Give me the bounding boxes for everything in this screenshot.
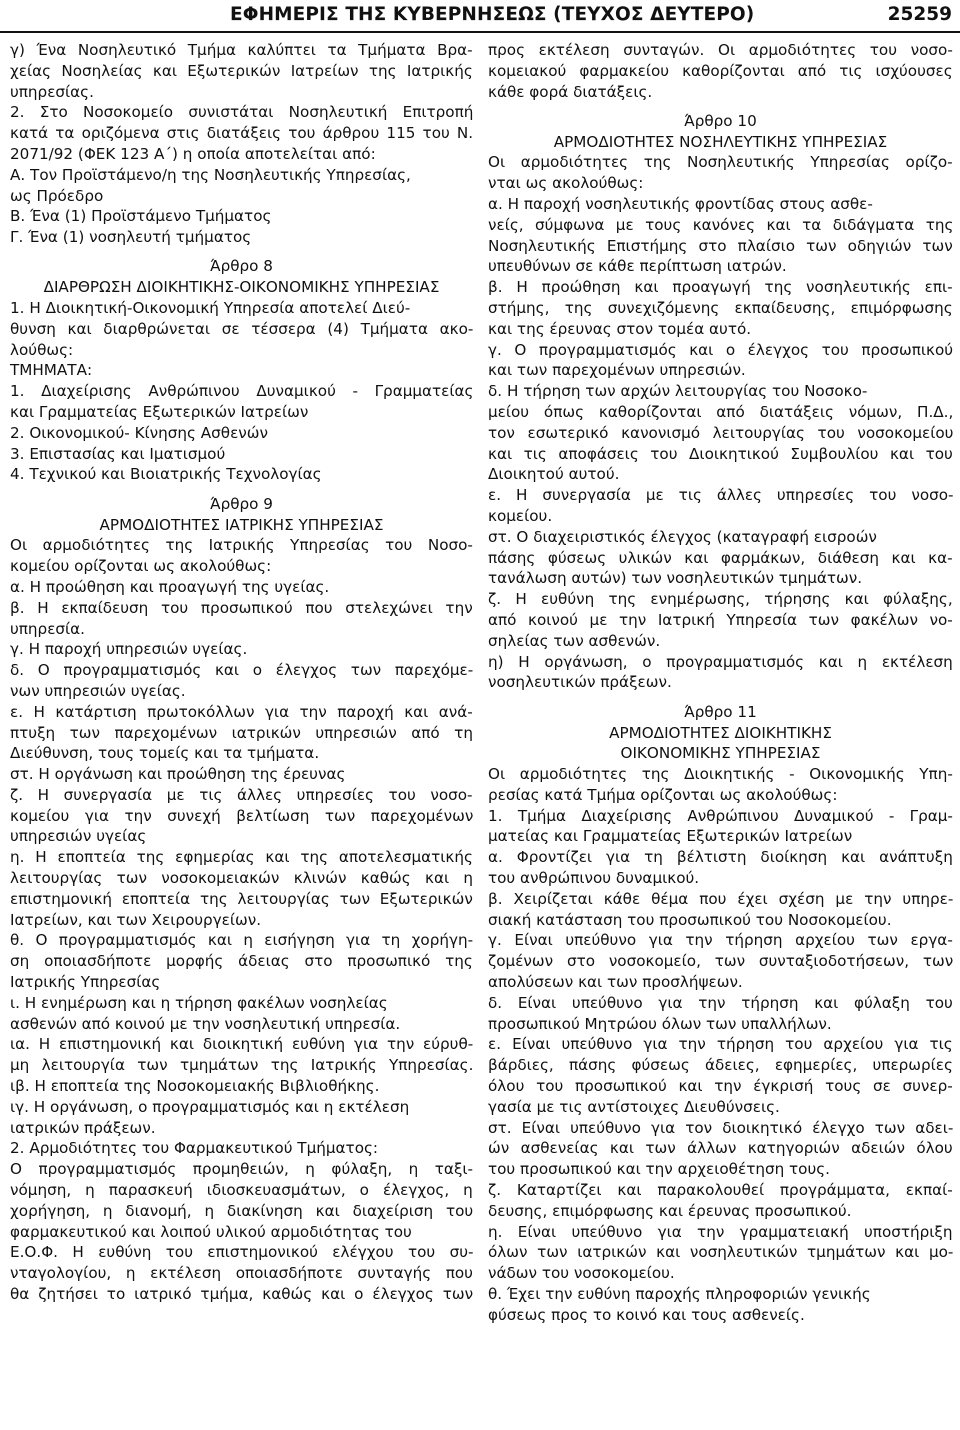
text-line: κάθε φορά διατάξεις. bbox=[488, 82, 653, 101]
text-line: ζ. Η ευθύνη της ενημέρωσης, τήρησης και φύλαξης, bbox=[488, 590, 953, 609]
text-line: υπηρεσίας. bbox=[10, 82, 94, 101]
text-line: νων υπηρεσιών υγείας. bbox=[10, 681, 186, 700]
left-column bbox=[10, 40, 473, 1305]
text-line: Διεύθυνση, τους τομείς και τα τμήματα. bbox=[10, 744, 320, 763]
article-heading: ΑΡΜΟΔΙΟΤΗΤΕΣ ΔΙΟΙΚΗΤΙΚΗΣ bbox=[609, 723, 832, 742]
text-line: ρεσίας κατά Τμήμα ορίζονται ως ακολούθως: bbox=[488, 785, 838, 804]
text-line: στήμης, της συνεχιζόμενης εκπαίδευσης, επιμόρφωσης bbox=[488, 299, 953, 318]
text-line: στ. Ο διαχειριστικός έλεγχος (καταγραφή εισροών bbox=[488, 527, 877, 546]
text-line: κομειακού φαρμακείου καθορίζονται από τις ισχύουσες bbox=[488, 61, 953, 80]
text-line: υπευθύνων σε κάθε περίπτωση ιατρών. bbox=[488, 257, 787, 276]
text-line: και των παρεχομένων υπηρεσιών. bbox=[488, 361, 746, 380]
article-heading: ΑΡΜΟΔΙΟΤΗΤΕΣ ΙΑΤΡΙΚΗΣ ΥΠΗΡΕΣΙΑΣ bbox=[99, 515, 384, 534]
text-line: β. Χειρίζεται κάθε θέμα που έχει σχέση με την υπηρε- bbox=[488, 889, 954, 908]
text-line: Ε.Ο.Φ. Η ευθύνη του επιστημονικού ελέγχου του συ- bbox=[10, 1243, 474, 1262]
text-line: 1. Η Διοικητική-Οικονομική Υπηρεσία αποτελεί Διεύ- bbox=[10, 299, 411, 318]
text-line: ασθενών από κοινού με την νοσηλευτική υπηρεσία. bbox=[10, 1014, 401, 1033]
text-line: ε. Είναι υπεύθυνο για την τήρηση του αρχείου για τις bbox=[488, 1035, 953, 1054]
text-line: υπηρεσία. bbox=[10, 619, 86, 638]
text-line: νται ως ακολούθως: bbox=[488, 174, 644, 193]
spacer bbox=[488, 693, 953, 702]
text-line: μη λειτουργία των τμημάτων της Ιατρικής Υπηρεσίας. bbox=[10, 1056, 474, 1075]
text-line: τανάλωση αυτών) των νοσηλευτικών τμημάτων. bbox=[488, 569, 863, 588]
text-line: η. Είναι υπεύθυνο για την γραμματειακή υποστήριξη bbox=[488, 1222, 953, 1241]
text-line: όλου του προσωπικού και την έγκρισή τους σε συνερ- bbox=[488, 1077, 953, 1096]
text-line: από κοινού με την Ιατρική Υπηρεσία των φακέλων νο- bbox=[488, 611, 953, 630]
text-line: του προσωπικού και την αρχειοθέτηση τους. bbox=[488, 1160, 831, 1179]
text-line: α. Η προώθηση και προαγωγή της υγείας. bbox=[10, 577, 330, 596]
text-line: ΤΜΗΜΑΤΑ: bbox=[10, 361, 93, 380]
article-heading: ΔΙΑΡΘΡΩΣΗ ΔΙΟΙΚΗΤΙΚΗΣ-ΟΙΚΟΝΟΜΙΚΗΣ ΥΠΗΡΕΣΙΑΣ bbox=[43, 278, 440, 297]
text-line: η) Η οργάνωση, ο προγραμματισμός και η εκτέλεση bbox=[488, 652, 953, 671]
article-heading: Άρθρο 9 bbox=[210, 494, 273, 513]
text-line: ια. Η επιστημονική και διοικητική ευθύνη για την εύρυθ- bbox=[10, 1035, 474, 1054]
text-line: η. Η εποπτεία της εφημερίας και της αποτελεσματικής bbox=[10, 848, 473, 867]
text-line: πάσης φύσεως υλικών και φαρμάκων, διάθεση και κα- bbox=[488, 548, 953, 567]
text-line: βάρδιες, πάσης φύσεως άδειες, εφημερίες, υπερωρίες bbox=[488, 1056, 953, 1075]
text-line: λούθως: bbox=[10, 340, 74, 359]
text-line: γ. Ο προγραμματισμός και ο έλεγχος του προσωπικού bbox=[488, 340, 954, 359]
text-line: προσωπικού Μητρώου όλων των υπαλλήλων. bbox=[488, 1014, 832, 1033]
text-line: ε. Η κατάρτιση πρωτοκόλλων για την παροχή και ανά- bbox=[10, 702, 473, 721]
text-line: Β. Ένα (1) Προϊστάμενο Τμήματος bbox=[10, 207, 272, 226]
text-line: θ. Έχει την ευθύνη παροχής πληροφοριών γενικής bbox=[488, 1285, 871, 1304]
text-line: β. Η προώθηση και προαγωγή της νοσηλευτικής επι- bbox=[488, 278, 953, 297]
text-line: Ιατρικής Υπηρεσίας bbox=[10, 973, 161, 992]
text-line: κομείου ορίζονται ως ακολούθως: bbox=[10, 557, 272, 576]
article-heading: Άρθρο 10 bbox=[684, 111, 757, 130]
text-line: ιγ. Η οργάνωση, ο προγραμματισμός και η εκτέλεση bbox=[10, 1097, 410, 1116]
text-line: πτυξη των παρεχομένων ιατρικών υπηρεσιών από τη bbox=[10, 723, 473, 742]
text-line: ι. Η ενημέρωση και η τήρηση φακέλων νοσηλείας bbox=[10, 993, 388, 1012]
text-line: φαρμακευτικού και λοιπού υλικού αρμοδιότητας του bbox=[10, 1222, 412, 1241]
text-line: 2. Στο Νοσοκομείο συνιστάται Νοσηλευτική Επιτροπή bbox=[10, 103, 474, 122]
text-line: γ. Είναι υπεύθυνο για την τήρηση αρχείου των εργα- bbox=[488, 931, 953, 950]
text-line: γασία με τις αντίστοιχες Διευθύνσεις. bbox=[488, 1097, 780, 1116]
text-line: Νοσηλευτικής Επιστήμης στο πλαίσιο των οδηγιών των bbox=[488, 236, 953, 255]
text-line: τον εσωτερικό κανονισμό λειτουργίας του νοσοκομείου bbox=[488, 423, 954, 442]
text-line: χορήγηση, η διανομή, η διακίνηση και διαχείριση του bbox=[10, 1201, 474, 1220]
text-line: 1. Τμήμα Διαχείρισης Ανθρώπινου Δυναμικού - Γραμ- bbox=[488, 806, 953, 825]
spacer bbox=[488, 102, 953, 111]
text-line: απολύσεων και των προσλήψεων. bbox=[488, 973, 743, 992]
spacer bbox=[10, 248, 473, 257]
right-column bbox=[488, 40, 953, 1326]
text-line: α. Η παροχή νοσηλευτικής φροντίδας στους ασθε- bbox=[488, 195, 873, 214]
text-line: θ. Ο προγραμματισμός και η εισήγηση για τη χορήγη- bbox=[10, 931, 474, 950]
text-line: δ. Η τήρηση των αρχών λειτουργίας του Νοσοκο- bbox=[488, 382, 868, 401]
text-line: επιστημονική εποπτεία της λειτουργίας των Εξωτερικών bbox=[10, 889, 473, 908]
text-line: 2071/92 (ΦΕΚ 123 Α΄) η οποία αποτελείται από: bbox=[10, 144, 376, 163]
text-line: και τις αποφάσεις του Διοικητικού Συμβουλίου και του bbox=[488, 444, 953, 463]
text-line: 2. Οικονομικού- Κίνησης Ασθενών bbox=[10, 423, 268, 442]
text-line: ως Πρόεδρο bbox=[10, 186, 104, 205]
text-line: ε. Η συνεργασία με τις άλλες υπηρεσίες του νοσο- bbox=[488, 486, 954, 505]
text-line: ση οποιασδήποτε μορφής άδειας στο προσωπικό της bbox=[10, 952, 473, 971]
text-line: 4. Τεχνικού και Βιοιατρικής Τεχνολογίας bbox=[10, 465, 322, 484]
text-line: νείς, σύμφωνα με τους κανόνες και τα διδάγματα της bbox=[488, 215, 954, 234]
text-line: νόμηση, η παρασκευή ιδιοσκευασμάτων, ο έλεγχος, η bbox=[10, 1181, 473, 1200]
text-line: 1. Διαχείρισης Ανθρώπινου Δυναμικού - Γραμματείας bbox=[10, 382, 474, 401]
text-line: δ. Ο προγραμματισμός και ο έλεγχος των παρεχόμε- bbox=[10, 661, 474, 680]
text-line: στ. Η οργάνωση και προώθηση της έρευνας bbox=[10, 765, 346, 784]
text-line: φύσεως προς το κοινό και τους ασθενείς. bbox=[488, 1305, 805, 1324]
text-line: γ) Ένα Νοσηλευτικό Τμήμα καλύπτει τα Τμήματα Βρα- bbox=[10, 41, 473, 59]
text-line: του ανθρώπινου δυναμικού. bbox=[488, 869, 700, 888]
text-line: ζ. Η συνεργασία με τις άλλες υπηρεσίες του νοσο- bbox=[10, 785, 473, 804]
article-heading: Άρθρο 8 bbox=[210, 257, 273, 276]
text-line: 2. Αρμοδιότητες του Φαρμακευτικού Τμήματος: bbox=[10, 1139, 379, 1158]
text-line: Διοικητού αυτού. bbox=[488, 465, 620, 484]
text-line: ιατρικών πράξεων. bbox=[10, 1118, 156, 1137]
text-line: χείας Νοσηλείας και Εξωτερικών Ιατρείων της Ιατρικής bbox=[10, 61, 473, 80]
text-line: Οι αρμοδιότητες της Διοικητικής - Οικονομικής Υπη- bbox=[488, 765, 953, 784]
text-line: και Γραμματείας Εξωτερικών Ιατρείων bbox=[10, 403, 309, 422]
gazette-title: ΕΦΗΜΕΡΙΣ ΤΗΣ ΚΥΒΕΡΝΗΣΕΩΣ (ΤΕΥΧΟΣ ΔΕΥΤΕΡΟ) bbox=[230, 4, 755, 25]
text-line: ών ασθενείας και των άλλων κατηγοριών αδειών όλου bbox=[488, 1139, 953, 1158]
text-line: όλων των ιατρικών και νοσηλευτικών τμημάτων και μο- bbox=[488, 1243, 954, 1262]
article-heading: Άρθρο 11 bbox=[684, 702, 757, 721]
text-line: νάδων του νοσοκομείου. bbox=[488, 1264, 675, 1283]
text-line: Ιατρείων, και των Χειρουργείων. bbox=[10, 910, 262, 929]
text-line: δ. Είναι υπεύθυνο για την τήρηση και φύλαξη του bbox=[488, 993, 953, 1012]
page-number: 25259 bbox=[887, 4, 952, 25]
text-line: δευσης, επιμόρφωσης και έρευνας προσωπικού. bbox=[488, 1201, 852, 1220]
text-line: θυνση και διαρθρώνεται σε τέσσερα (4) Τμήματα ακο- bbox=[10, 319, 474, 338]
text-line: και της έρευνας στον τομέα αυτό. bbox=[488, 319, 752, 338]
text-line: κομείου για την συνεχή βελτίωση των παρεχομένων bbox=[10, 806, 474, 825]
text-line: κατά τα οριζόμενα στις διατάξεις του άρθρου 115 του Ν. bbox=[10, 124, 474, 143]
text-line: λειτουργίας των νοσοκομειακών κλινών καθώς και η bbox=[10, 869, 474, 888]
page-header bbox=[0, 0, 960, 32]
article-heading: ΑΡΜΟΔΙΟΤΗΤΕΣ ΝΟΣΗΛΕΥΤΙΚΗΣ ΥΠΗΡΕΣΙΑΣ bbox=[553, 132, 888, 151]
text-line: β. Η εκπαίδευση του προσωπικού που στελεχώνει την bbox=[10, 598, 473, 617]
text-line: σιακή κατάσταση του προσωπικού του Νοσοκομείου. bbox=[488, 910, 892, 929]
text-line: νταγολογίου, η εκτέλεση οποιασδήποτε συνταγής που bbox=[10, 1264, 473, 1283]
text-line: στ. Είναι υπεύθυνο για τον διοικητικό έλεγχο των αδει- bbox=[488, 1118, 954, 1137]
header-rule bbox=[0, 31, 960, 33]
text-line: μείου όπως καθορίζονται από διατάξεις νόμων, Π.Δ., bbox=[488, 403, 954, 422]
text-line: θα ζητήσει το ιατρικό τμήμα, καθώς και ο έλεγχος των bbox=[10, 1285, 474, 1304]
text-line: 3. Επιστασίας και Ιματισμού bbox=[10, 444, 226, 463]
text-line: Γ. Ένα (1) νοσηλευτή τμήματος bbox=[10, 228, 252, 247]
spacer bbox=[10, 485, 473, 494]
text-line: ματείας και Γραμματείας Εξωτερικών Ιατρείων bbox=[488, 827, 853, 846]
text-line: Οι αρμοδιότητες της Νοσηλευτικής Υπηρεσίας ορίζο- bbox=[488, 153, 953, 172]
text-line: νοσηλευτικών πράξεων. bbox=[488, 673, 672, 692]
text-line: Ο προγραμματισμός προμηθειών, η φύλαξη, η ταξι- bbox=[10, 1160, 474, 1179]
text-line: Οι αρμοδιότητες της Ιατρικής Υπηρεσίας του Νοσο- bbox=[10, 536, 473, 555]
text-line: προς εκτέλεση συνταγών. Οι αρμοδιότητες του νοσο- bbox=[488, 41, 953, 59]
text-line: σηλείας των ασθενών. bbox=[488, 631, 661, 650]
text-line: Α. Τον Προϊστάμενο/η της Νοσηλευτικής Υπηρεσίας, bbox=[10, 165, 411, 184]
text-line: α. Φροντίζει για τη βέλτιστη διοίκηση και ανάπτυξη bbox=[488, 848, 953, 867]
text-line: ιβ. Η εποπτεία της Νοσοκομειακής Βιβλιοθήκης. bbox=[10, 1077, 380, 1096]
text-line: κομείου. bbox=[488, 507, 553, 526]
text-line: υπηρεσιών υγείας bbox=[10, 827, 147, 846]
article-heading: ΟΙΚΟΝΟΜΙΚΗΣ ΥΠΗΡΕΣΙΑΣ bbox=[620, 744, 821, 763]
text-line: ζ. Καταρτίζει και παρακολουθεί προγράμματα, εκπαί- bbox=[488, 1181, 953, 1200]
text-line: ζομένων στο νοσοκομείο, των συνταξιοδοτήσεων, των bbox=[488, 952, 954, 971]
text-line: γ. Η παροχή υπηρεσιών υγείας. bbox=[10, 640, 248, 659]
